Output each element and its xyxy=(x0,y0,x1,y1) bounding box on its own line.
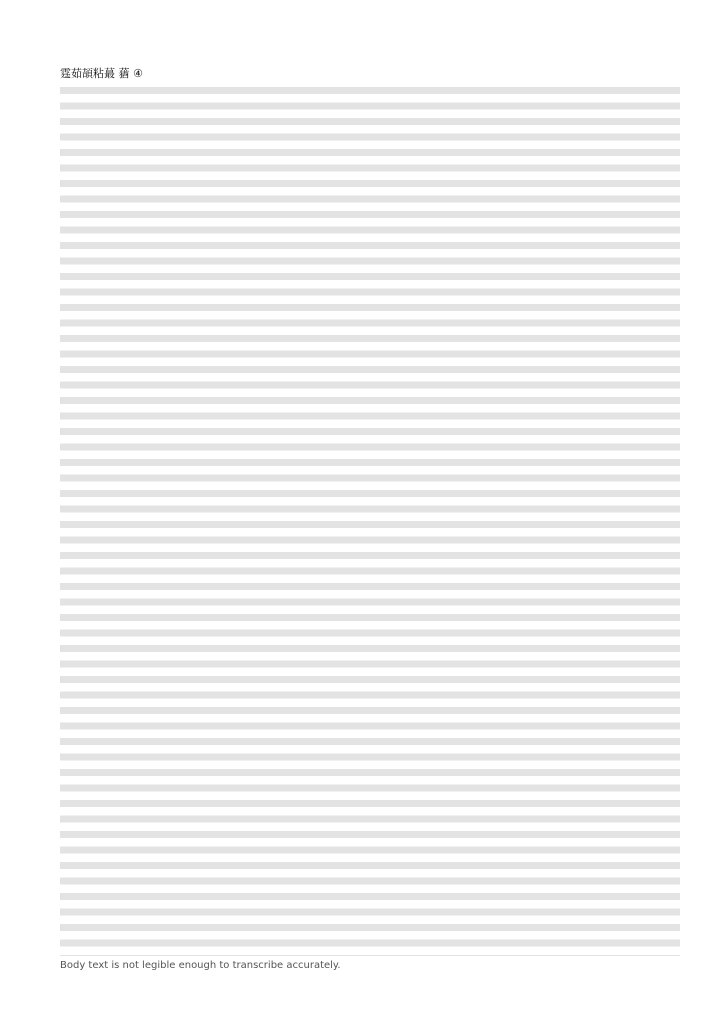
document-first-line: 霆茹頡粘蕞 蕕 ④ xyxy=(60,67,143,80)
illegible-text-region xyxy=(60,83,680,956)
illegible-text-note: Body text is not legible enough to transcribe accurately. xyxy=(60,960,341,971)
